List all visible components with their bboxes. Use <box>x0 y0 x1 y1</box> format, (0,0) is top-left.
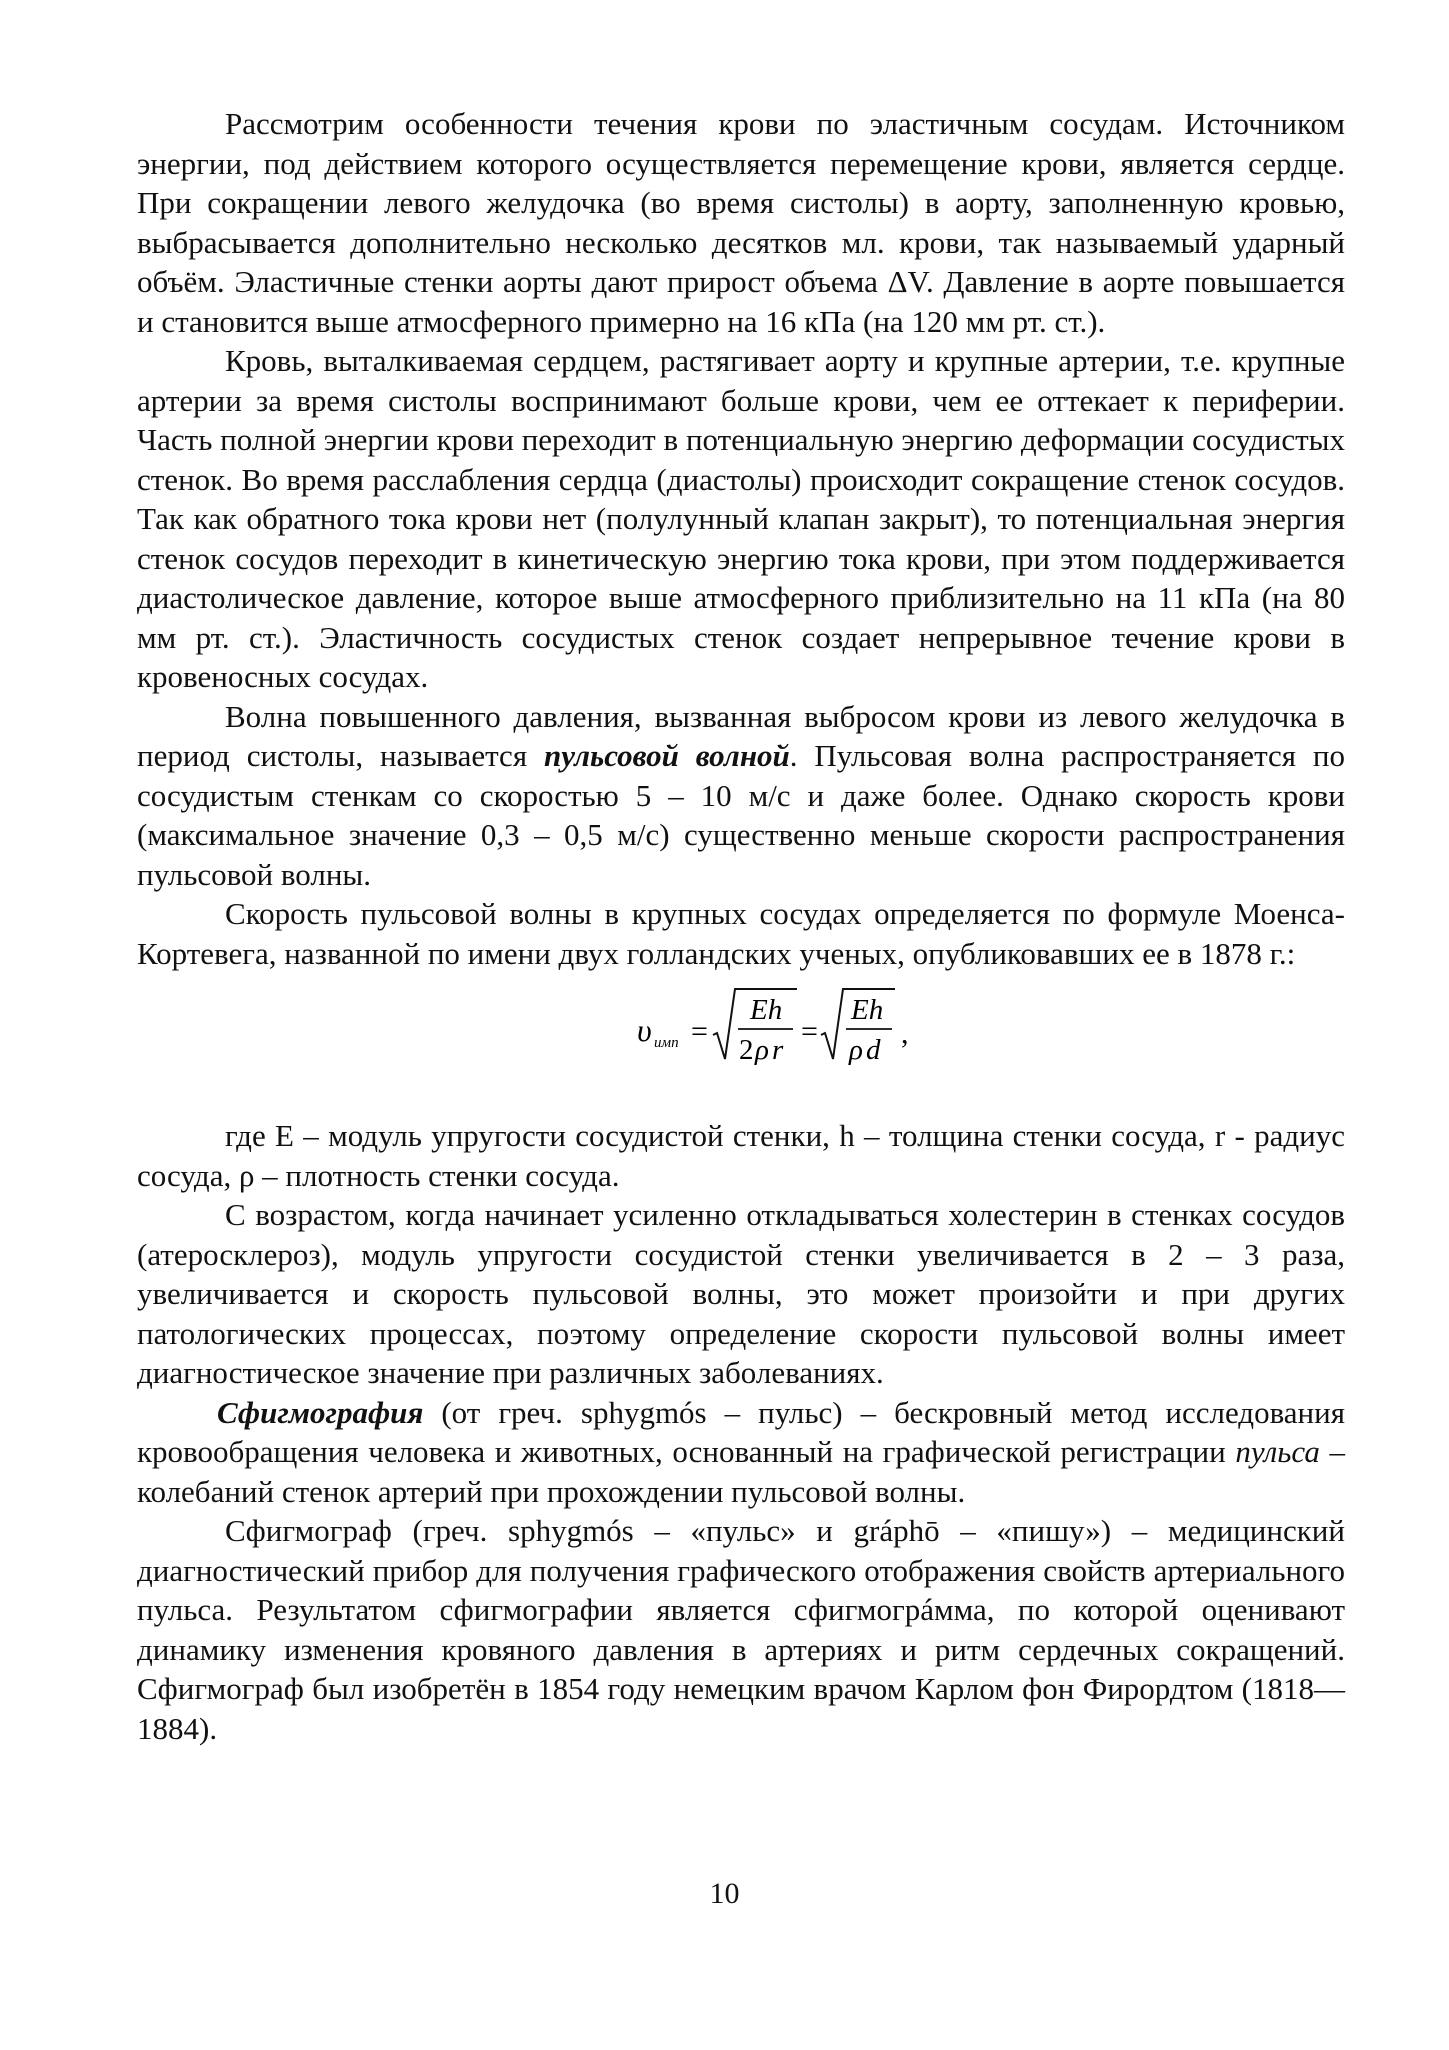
formula-trailing-comma: , <box>901 1017 909 1050</box>
paragraph-sphygmography-definition <box>137 1393 1345 1512</box>
paragraph-aorta-stretching: Кровь, выталкиваемая сердцем, растягивает аорту и крупные артерии, т.е. крупные артерии за время систолы воспринимают больше крови, чем ее оттекает к периферии. Часть полной энергии крови переходит в потенциальную энергию деформации сосудистых стенок. Во время расслабления сердца (диастолы) происходит сокращение стенок сосудов. Так как обратного тока крови нет (полулунный клапан закрыт), то потенциальная энергия стенок сосудов переходит в кинетическую энергию тока крови, при этом поддерживается диастолическое давление, которое выше атмосферного приблизительно на 11 кПа (на 80 мм рт. ст.). Эластичность сосудистых стенок создает непрерывное течение крови в кровеносных сосудах. <box>137 343 1345 694</box>
formula-frac1-denominator-rho: ρ <box>755 1034 769 1066</box>
pulse-wave-term: пульсовой волной <box>543 738 790 773</box>
formula-frac2-denominator-variable: d <box>866 1034 881 1066</box>
pulse-italic-term: пульса <box>1235 1434 1320 1469</box>
paragraph-atherosclerosis: С возрастом, когда начинает усиленно откладываться холестерин в стенках сосудов (атеросклероз), модуль упругости сосудистой стенки увеличивается в 2 – 3 раза, увеличивается и скорость пульсовой волны, это может произойти и при других патологических процессах, поэтому определение скорости пульсовой волны имеет диагностическое значение при различных заболеваниях. <box>137 1197 1345 1390</box>
formula-frac1-numerator: Eh <box>750 994 783 1026</box>
formula-lhs-symbol: υ <box>637 1012 652 1048</box>
formula-lhs-subscript: имп <box>654 1035 679 1051</box>
formula-frac2-numerator: Eh <box>851 994 884 1026</box>
sphygmography-text-mid: (от греч. sphygmós – пульс) – бескровный метод исследования кровообращения человека и животных, основанный на графической регистрации <box>137 1394 1345 1469</box>
formula-frac1-denominator-coefficient: 2 <box>739 1034 754 1066</box>
paragraph-formula-legend: где Е – модуль упругости сосудистой стенки, h – толщина стенки сосуда, r - радиус сосуда, ρ – плотность стенки сосуда. <box>137 1118 1345 1193</box>
formula-frac1-denominator-variable: r <box>772 1034 784 1066</box>
page-body <box>137 104 1345 1748</box>
formula-graphic <box>637 983 909 1103</box>
formula-equals-2: = <box>801 1015 818 1048</box>
formula-equals-1: = <box>691 1015 708 1048</box>
paragraph-elastic-vessels: Рассмотрим особенности течения крови по эластичным сосудам. Источником энергии, под действием которого осуществляется перемещение крови, является сердце. При сокращении левого желудочка (во время систолы) в аорту, заполненную кровью, выбрасывается дополнительно несколько десятков мл. крови, так называемый ударный объём. Эластичные стенки аорты дают прирост объема ΔV. Давление в аорте повышается и становится выше атмосферного примерно на 16 кПа (на 120 мм рт. ст.). <box>137 106 1345 339</box>
sphygmography-text-after: – колебаний стенок артерий при прохождении пульсовой волны. <box>137 1434 1345 1509</box>
formula-frac2-denominator-rho: ρ <box>849 1034 863 1066</box>
moens-korteweg-formula <box>137 983 1345 1116</box>
page-number: 10 <box>709 1877 740 1910</box>
pulse-wave-text-before: Волна повышенного давления, вызванная выбросом крови из левого желудочка в период систолы, называется <box>137 698 1345 773</box>
paragraph-sphygmograph-device: Сфигмограф (греч. sphygmós – «пульс» и gráphō – «пишу») – медицинский диагностический прибор для получения графического отображения свойств артериального пульса. Результатом сфигмографии является сфигмогрáмма, по которой оценивают динамику изменения кровяного давления в артериях и ритм сердечных сокращений. Сфигмограф был изобретён в 1854 году немецким врачом Карлом фон Фирордтом (1818—1884). <box>137 1513 1345 1746</box>
paragraph-moens-korteweg-intro: Скорость пульсовой волны в крупных сосудах определяется по формуле Моенса-Кортевега, названной по имени двух голландских ученых, опубликовавших ее в 1878 г.: <box>137 896 1345 971</box>
paragraph-pulse-wave-definition <box>137 697 1345 895</box>
sphygmography-term: Сфигмография <box>217 1394 424 1430</box>
pulse-wave-text-after: . Пульсовая волна распространяется по сосудистым стенкам со скоростью 5 – 10 м/с и даже более. Однако скорость крови (максимальное значение 0,3 – 0,5 м/с) существенно меньше скорости распространения пульсовой волны. <box>137 738 1345 892</box>
